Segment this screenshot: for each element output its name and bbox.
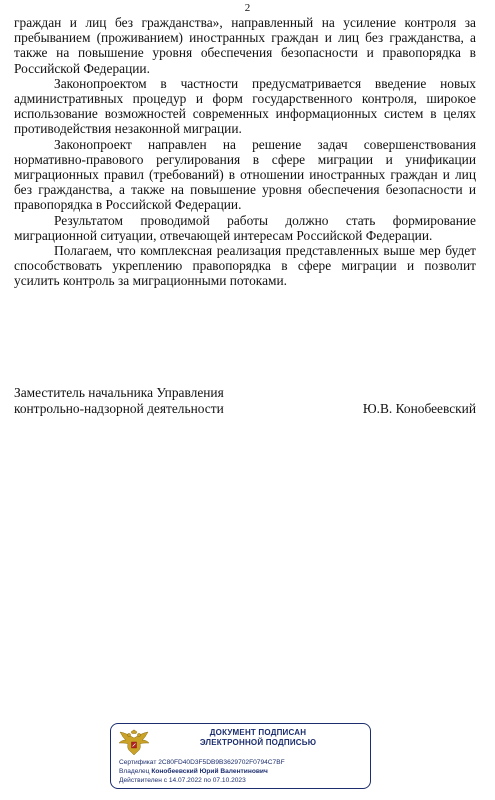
- stamp-validity-line: Действителен с 14.07.2022 по 07.10.2023: [119, 777, 246, 784]
- stamp-owner-line: [119, 768, 365, 776]
- paragraph-5: Полагаем, что комплексная реализация представленных выше мер будет способствовать укреплению правопорядка в сфере миграции и позволит усилить контроль за миграционными потоками.: [14, 243, 476, 289]
- document-body: [14, 15, 476, 289]
- paragraph-1: граждан и лиц без гражданства», направленный на усиление контроля за пребыванием (проживанием) иностранных граждан и лиц без гражданства, а также на повышение уровня обеспечения безопасности и правопорядка в Российской Федерации.: [14, 15, 476, 76]
- stamp-title-line2: ЭЛЕКТРОННОЙ ПОДПИСЬЮ: [199, 738, 317, 747]
- paragraph-4: Результатом проводимой работы должно стать формирование миграционной ситуации, отвечающей интересам Российской Федерации.: [14, 212, 476, 243]
- stamp-owner-value: Конобеевский Юрий Валентинович: [151, 768, 268, 775]
- stamp-owner-label: Владелец: [119, 768, 150, 775]
- paragraph-2: Законопроектом в частности предусматривается введение новых административных процедур и форм государственного контроля, широкое использование возможностей современных информационных систем в целях противодействия незаконной миграции.: [14, 75, 476, 137]
- stamp-title: [155, 728, 361, 748]
- signatory-position-line1: Заместитель начальника Управления: [14, 385, 224, 400]
- stamp-certificate-line: [119, 759, 365, 767]
- signatory-name: Ю.В. Конобеевский: [362, 401, 476, 416]
- stamp-certificate-value: 2C80FD40D3F5DB9B3629702F0794C7BF: [158, 759, 285, 766]
- stamp-title-line1: ДОКУМЕНТ ПОДПИСАН: [209, 728, 307, 737]
- stamp-certificate-label: Сертификат: [119, 759, 157, 766]
- signature-block: [14, 385, 476, 417]
- paragraph-3: Законопроект направлен на решение задач совершенствования нормативно-правового регулирования в сфере миграции и унификации миграционных правил (требований) в отношении иностранных граждан и лиц без гражданства, а также на повышение уровня обеспечения безопасности и правопорядка в Российской Федерации.: [14, 136, 476, 213]
- page-number: 2: [244, 2, 251, 14]
- double-headed-eagle-icon: [117, 729, 151, 759]
- signatory-position-line2: контрольно-надзорной деятельности: [14, 401, 224, 416]
- electronic-signature-stamp: [110, 723, 371, 789]
